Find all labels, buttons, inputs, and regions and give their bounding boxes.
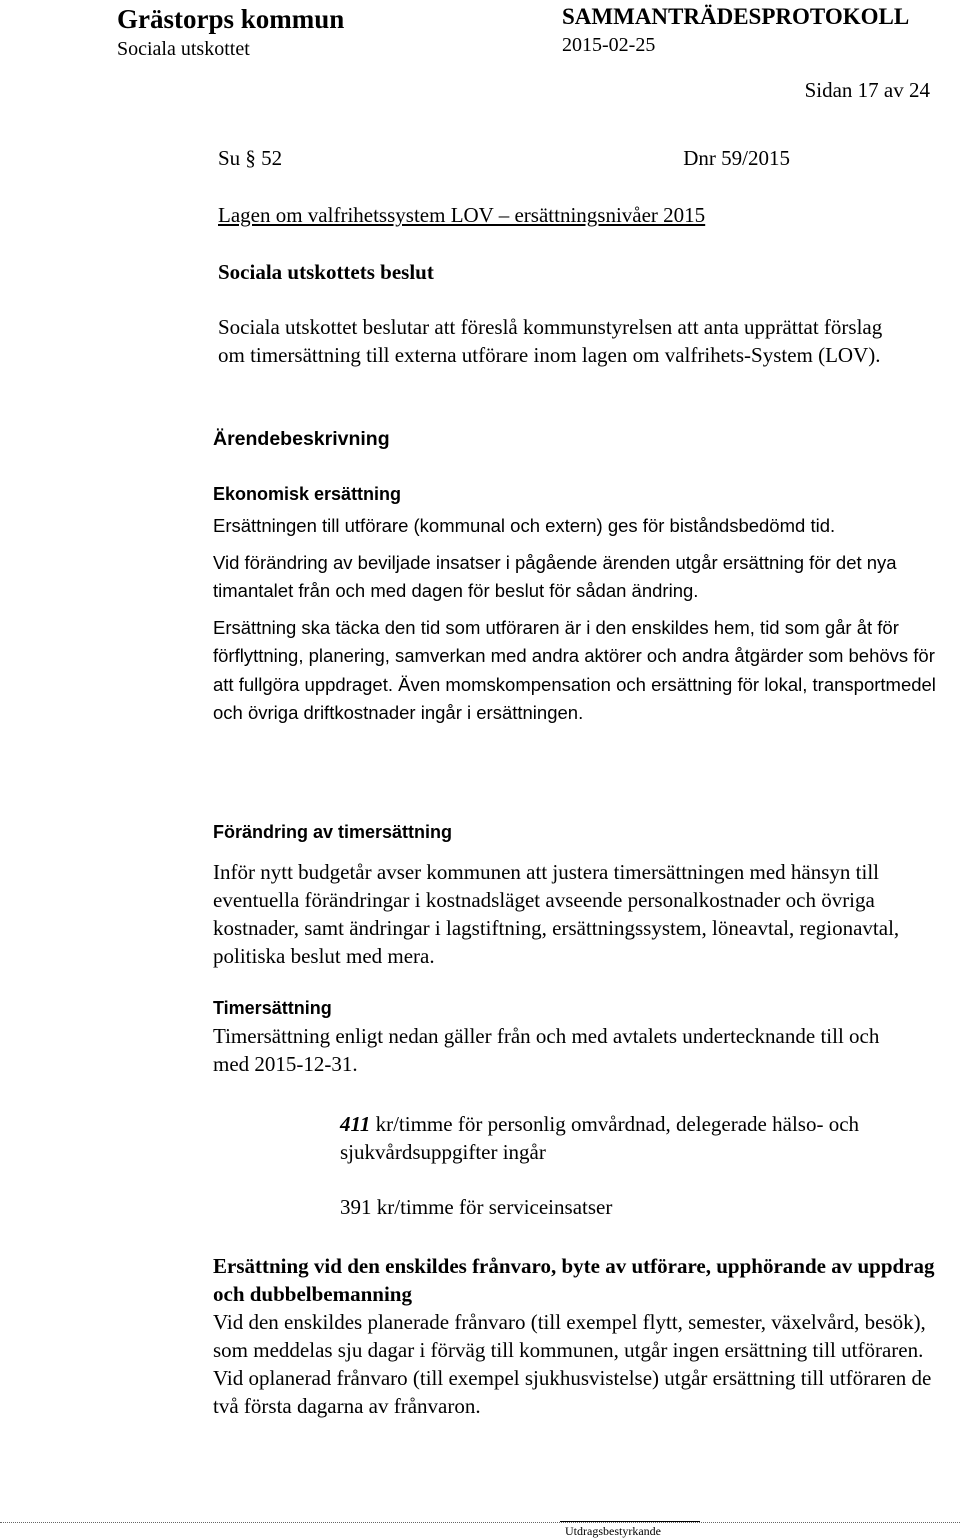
hourly-text: Timersättning enligt nedan gäller från och med avtalets undertecknande till och med 2015-12-31. [213,1024,880,1076]
signature-label: Utdragsbestyrkande [565,1524,661,1538]
document-type: SAMMANTRÄDESPROTOKOLL [562,4,910,29]
diary-number: Dnr 59/2015 [683,146,790,170]
footer-divider [0,1522,960,1523]
department-name: Sociala utskottet [117,38,250,60]
rate-care-text: kr/timme för personlig omvårdnad, delegerade hälso- och sjukvårdsuppgifter ingår [340,1112,860,1164]
decision-text: Sociala utskottet beslutar att föreslå kommunstyrelsen att anta upprättat förslag om timersättning till externa utförare inom lagen om valfrihets-System (LOV). [218,315,883,367]
description-subheading: Ekonomisk ersättning [213,484,402,504]
organization-name: Grästorps kommun [117,4,345,34]
paragraph-number: Su § 52 [218,146,283,170]
change-text: Inför nytt budgetår avser kommunen att justera timersättningen med hänsyn till eventuella förändringar i kostnadsläget avseende personalkostnader och övriga kostnader, samt ändringar i lagstiftning, ersättningssystem, löneavtal, regionavtal, politiska beslut med mera. [213,860,900,968]
description-paragraph: Ersättning ska täcka den tid som utföraren är i den enskildes hem, tid som går åt för förflyttning, planering, samverkan med andra aktörer och andra åtgärder som behövs för att fullgöra uppdraget. Även momskompensation och ersättning för lokal, transportmedel och övriga driftkostnader ingår i ersättningen. [213,616,936,723]
rate-care [340,1110,900,1166]
absence-heading: Ersättning vid den enskildes frånvaro, byte av utförare, upphörande av uppdrag och dubbelbemanning [213,1254,935,1306]
change-heading: Förändring av timersättning [213,822,453,842]
meeting-date: 2015-02-25 [562,34,656,56]
decision-heading: Sociala utskottets beslut [218,260,434,284]
page-number: Sidan 17 av 24 [804,78,930,102]
rate-care-value: 411 [340,1112,371,1136]
signature-line [560,1521,700,1522]
rate-service: 391 kr/timme för serviceinsatser [340,1195,613,1219]
description-body [213,512,943,736]
absence-text: Vid den enskildes planerade frånvaro (till exempel flytt, semester, växelvård, besök), som meddelas sju dagar i förväg till kommunen, utgår ingen ersättning till utföraren. Vid oplanerad frånvaro (till exempel sjukhusvistelse) utgår ersättning till utföraren de två första dagarna av frånvaron. [213,1310,932,1418]
case-subject: Lagen om valfrihetssystem LOV – ersättningsnivåer 2015 [218,203,706,227]
description-paragraph: Vid förändring av beviljade insatser i pågående ärenden utgår ersättning för det nya timantalet från och med dagen för beslut för sådan ändring. [213,551,897,601]
description-paragraph: Ersättningen till utförare (kommunal och extern) ges för biståndsbedömd tid. [213,515,836,536]
hourly-heading: Timersättning [213,998,332,1018]
description-heading: Ärendebeskrivning [213,428,390,450]
